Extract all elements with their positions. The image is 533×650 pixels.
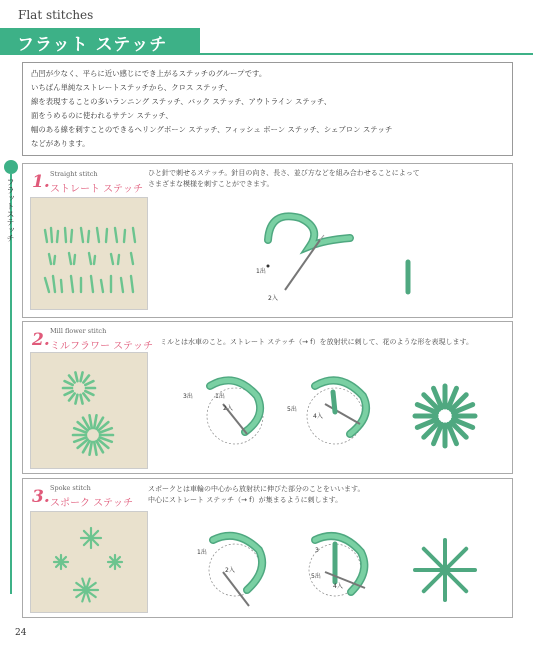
diagram-spoke <box>175 512 495 616</box>
wheel-spoke <box>424 570 445 591</box>
diagram-label: 2入 <box>268 295 278 302</box>
flower-petal <box>83 375 89 382</box>
diagram-label: 1出 <box>256 268 266 275</box>
diagram-label: 4入 <box>313 413 323 420</box>
section-english-title: Mill flower stitch <box>50 327 107 335</box>
section-description <box>148 484 364 506</box>
diagram-label: 5出 <box>287 406 297 413</box>
spoke-stitch-sample <box>31 512 148 613</box>
flower-petal <box>90 442 92 455</box>
flower-petal <box>81 372 83 381</box>
intro-line: いちばん単純なストレートステッチから、クロス ステッチ、 <box>31 83 233 92</box>
flower-petal <box>75 395 77 404</box>
flower-petal <box>85 391 93 395</box>
flower-petal <box>81 395 83 404</box>
intro-box <box>22 62 513 156</box>
diagram-label: 2入 <box>223 405 233 412</box>
flower-petal <box>65 391 73 395</box>
diagram-mill-flower <box>175 356 495 466</box>
wheel-spoke <box>445 549 466 570</box>
intro-line: 凸凹が少なく、平らに近い感じにでき上がるステッチのグループです。 <box>31 69 267 78</box>
intro-line: などがあります。 <box>31 139 90 148</box>
section-japanese-title: ミルフラワー ステッチ <box>50 341 153 352</box>
photo-mill-flower-stitch <box>30 352 148 469</box>
flower-petal <box>85 381 93 385</box>
flower-petal <box>90 415 92 428</box>
flower-petal <box>83 393 89 400</box>
intro-line: 線を表現することの多いランニング ステッチ、バック ステッチ、アウトライン ステッチ、 <box>31 97 332 106</box>
flower-petal <box>94 442 96 455</box>
diagram-label: 2入 <box>225 567 235 574</box>
desc-line: スポークとは車輪の中心から放射状に伸びた部分のことをいいます。 <box>148 485 365 493</box>
wheel-spoke <box>424 549 445 570</box>
intro-line: 面をうめるのに使われるサテン ステッチ、 <box>31 111 173 120</box>
section-number: 1. <box>32 172 50 192</box>
section-english-title: Spoke stitch <box>50 484 91 492</box>
section-number: 3. <box>32 487 50 507</box>
diagram-label: 1出 <box>215 393 225 400</box>
flower-petal <box>94 415 96 428</box>
intro-line: 幅のある線を刺すことのできるヘリングボーン ステッチ、フィッシュ ボーン ステッチ、シェブロン ステッチ <box>31 125 393 134</box>
desc-line: ミルとは水車のこと。ストレート ステッチ（→ f）を放射状に刺して、花のような形を表現します。 <box>160 338 473 346</box>
diagram-straight-stitch <box>230 200 450 310</box>
header-japanese-title: フラット ステッチ <box>17 35 168 55</box>
header-english-title: Flat stitches <box>18 8 94 22</box>
side-label: フラットステッチ <box>6 178 15 242</box>
section-number: 2. <box>32 330 50 350</box>
section-description <box>148 168 420 190</box>
section-english-title: Straight stitch <box>50 170 98 178</box>
diagram-label: 1出 <box>197 549 207 556</box>
photo-straight-stitch <box>30 197 148 310</box>
mill-flower-sample <box>31 353 148 469</box>
diagram-label: 5出 <box>311 573 321 580</box>
side-bullet <box>4 160 18 174</box>
page-number: 24 <box>15 628 27 638</box>
flower-petal <box>69 375 75 382</box>
section-description <box>160 337 473 348</box>
photo-spoke-stitch <box>30 511 148 613</box>
diagram-label: 3 <box>315 547 319 554</box>
desc-line: 中心にストレート ステッチ（→ f）が集まるように刺します。 <box>148 496 343 504</box>
diagram-label: 3出 <box>183 393 193 400</box>
straight-stitch-sample <box>31 198 148 310</box>
flower-petal <box>65 381 73 385</box>
section-japanese-title: ストレート ステッチ <box>50 184 143 195</box>
diagram-label: 4入 <box>333 583 343 590</box>
flower-petal <box>69 393 75 400</box>
desc-line: ひと針で刺せるステッチ。針目の向き、長さ、並び方などを組み合わせることによって <box>148 169 420 177</box>
wheel-spoke <box>445 570 466 591</box>
flower-petal <box>75 372 77 381</box>
section-japanese-title: スポーク ステッチ <box>50 498 133 509</box>
desc-line: さまざまな模様を刺すことができます。 <box>148 180 274 188</box>
